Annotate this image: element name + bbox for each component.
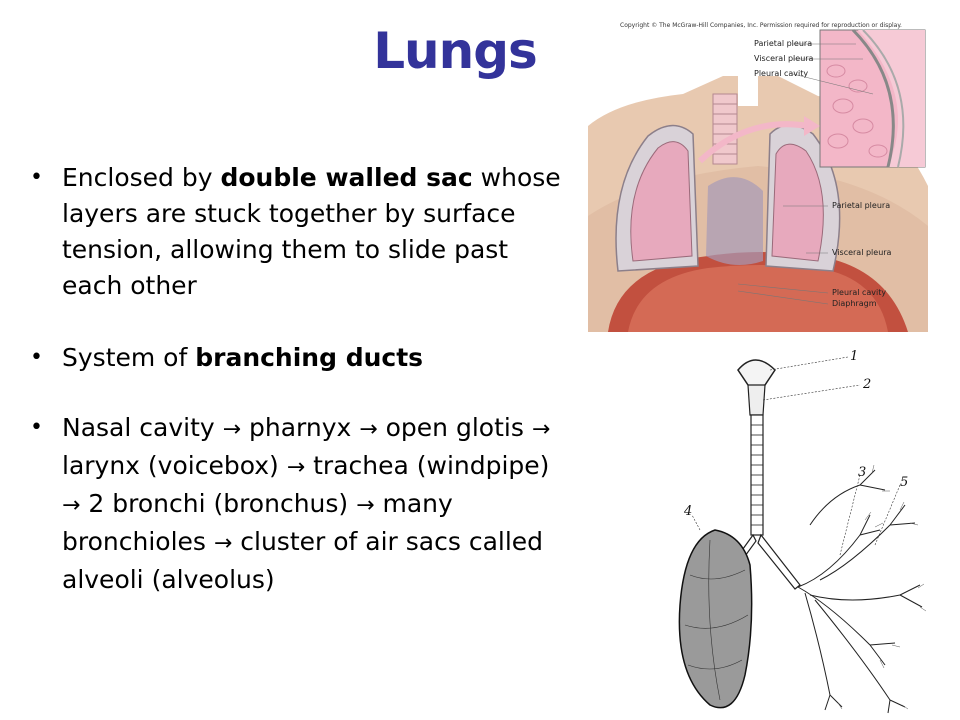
bullet-list — [28, 160, 573, 634]
label-parietal-pleura: Parietal pleura — [832, 201, 891, 210]
text-run: System of — [62, 343, 196, 372]
arrow-icon: → — [213, 531, 233, 556]
arrow-icon: → — [531, 417, 551, 442]
tree-label-2: 2 — [863, 377, 872, 392]
label-parietal-pleura-inset: Parietal pleura — [754, 39, 813, 48]
tree-label-4: 4 — [684, 504, 693, 519]
arrow-icon: → — [62, 493, 81, 518]
lungs-pleura-illustration — [588, 16, 928, 332]
text-run: Nasal cavity — [62, 413, 223, 442]
text-run: larynx (voicebox) — [62, 451, 287, 480]
slide-title: Lungs — [373, 22, 537, 80]
arrow-icon: → — [359, 417, 378, 442]
arrow-icon: → — [222, 417, 242, 442]
tree-label-3: 3 — [858, 465, 867, 480]
bullet-text — [62, 163, 561, 300]
respiratory-tree-drawing — [660, 345, 945, 715]
text-run-bold: double walled sac — [220, 163, 473, 192]
label-visceral-pleura: Visceral pleura — [832, 248, 892, 257]
bullet-dot: • — [30, 415, 43, 440]
bullet-dot: • — [30, 345, 43, 370]
text-run: open glotis — [377, 413, 532, 442]
bullet-dot: • — [30, 165, 43, 190]
tree-label-1: 1 — [850, 349, 859, 364]
text-run: whose layers are stuck together by surface tension, allowing them to slide past each other — [62, 163, 561, 300]
text-run: 2 bronchi (bronchus) — [80, 489, 357, 518]
text-run: trachea (windpipe) — [305, 451, 550, 480]
bullet-airway-path — [28, 410, 573, 598]
label-pleural-cavity-inset: Pleural cavity — [754, 69, 809, 78]
text-run: pharnyx — [241, 413, 360, 442]
bullet-branching-ducts — [28, 340, 573, 376]
text-run: many bronchioles — [62, 489, 453, 556]
bullet-text — [62, 413, 550, 594]
label-pleural-cavity: Pleural cavity — [832, 288, 887, 297]
arrow-icon: → — [286, 455, 306, 480]
text-run: Enclosed by — [62, 163, 221, 192]
figure-copyright: Copyright © The McGraw-Hill Companies, Inc. Permission required for reproduction or display. — [620, 22, 902, 29]
text-run-bold: branching ducts — [195, 343, 424, 372]
label-diaphragm: Diaphragm — [832, 299, 877, 308]
tree-label-5: 5 — [900, 475, 909, 490]
label-visceral-pleura-inset: Visceral pleura — [754, 54, 814, 63]
bullet-double-walled-sac — [28, 160, 573, 304]
arrow-icon: → — [356, 493, 375, 518]
bullet-text — [62, 343, 423, 372]
text-run: cluster of air sacs called alveoli (alveolus) — [62, 527, 544, 594]
